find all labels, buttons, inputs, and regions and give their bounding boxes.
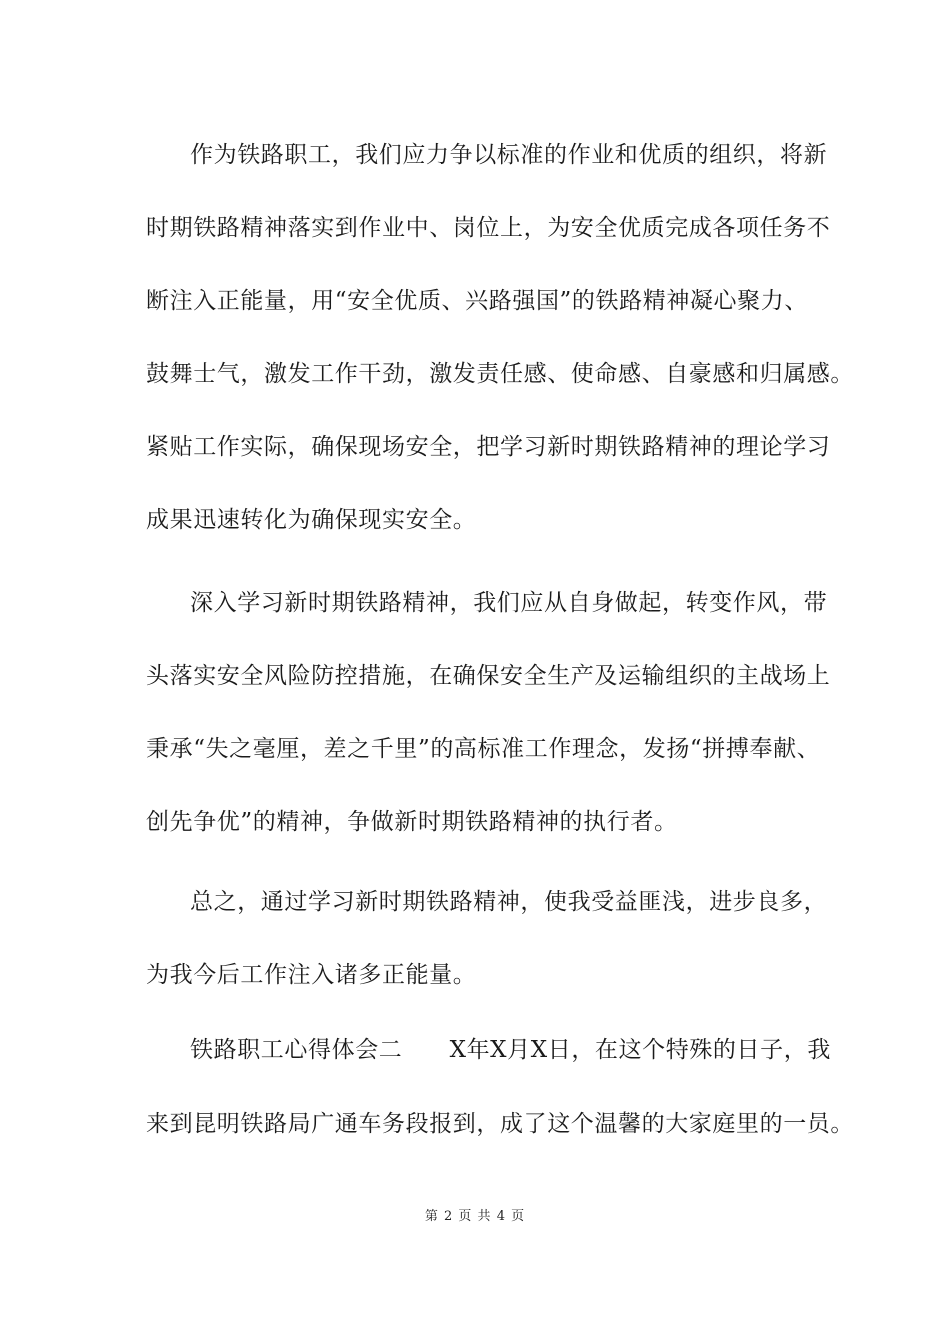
paragraph-3-line-1: 总之，通过学习新时期铁路精神，使我受益匪浅，进步良多，	[190, 889, 828, 915]
paragraph-2-line-3: 秉承“失之毫厘，差之千里”的高标准工作理念，发扬“拼搏奉献、	[146, 736, 821, 762]
paragraph-2-line-2: 头落实安全风险防控措施，在确保安全生产及运输组织的主战场上	[146, 663, 831, 689]
paragraph-1-line-4: 鼓舞士气，激发工作干劲，激发责任感、使命感、自豪感和归属感。	[146, 361, 854, 387]
paragraph-4-line-2: 来到昆明铁路局广通车务段报到，成了这个温馨的大家庭里的一员。	[146, 1111, 854, 1137]
paragraph-1-line-1: 作为铁路职工，我们应力争以标准的作业和优质的组织，将新	[190, 142, 828, 168]
paragraph-3-line-2: 为我今后工作注入诸多正能量。	[146, 962, 477, 988]
paragraph-4-line-1: 铁路职工心得体会二 X年X月X日，在这个特殊的日子，我	[190, 1037, 831, 1063]
page-number-footer: 第 2 页 共 4 页	[424, 1209, 526, 1224]
paragraph-1-line-6: 成果迅速转化为确保现实安全。	[146, 507, 477, 533]
paragraph-1-line-3: 断注入正能量，用“安全优质、兴路强国”的铁路精神凝心聚力、	[146, 288, 808, 314]
paragraph-1-line-5: 紧贴工作实际，确保现场安全，把学习新时期铁路精神的理论学习	[146, 434, 831, 460]
paragraph-1-line-2: 时期铁路精神落实到作业中、岗位上，为安全优质完成各项任务不	[146, 215, 831, 241]
paragraph-2-line-1: 深入学习新时期铁路精神，我们应从自身做起，转变作风，带	[190, 590, 828, 616]
paragraph-2-line-4: 创先争优”的精神，争做新时期铁路精神的执行者。	[146, 809, 678, 835]
